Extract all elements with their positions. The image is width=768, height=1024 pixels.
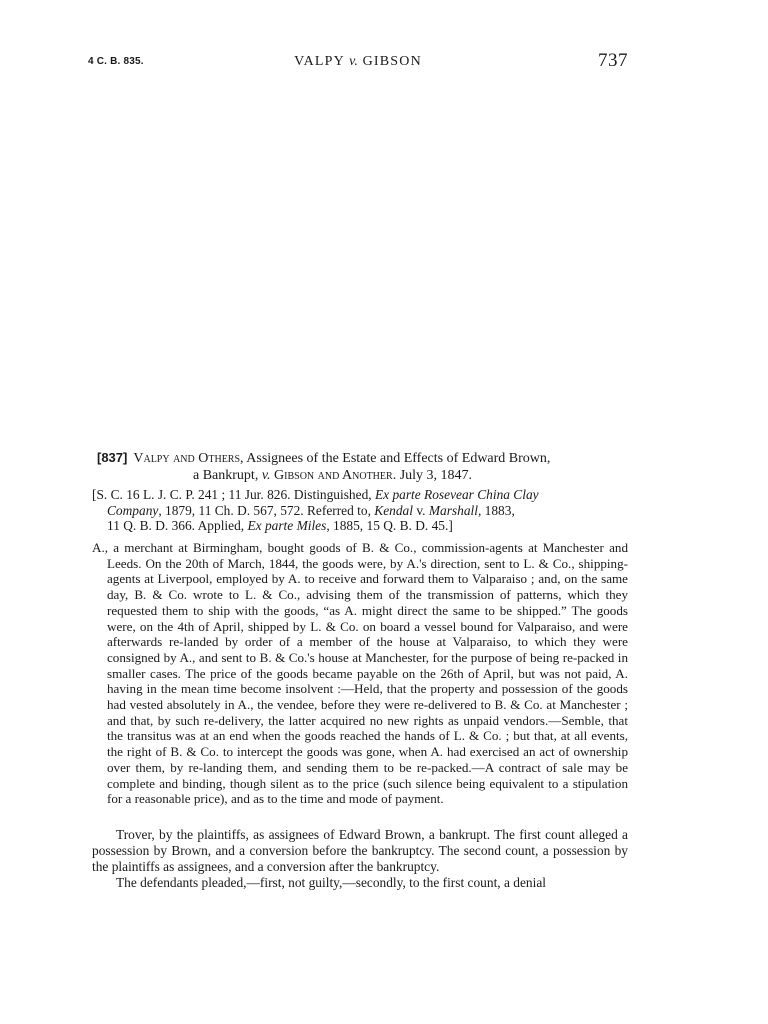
defendant-name: Gibson and Another (274, 468, 393, 483)
citation-text: , 1883, (477, 502, 515, 518)
case-date: . July 3, 1847. (392, 468, 473, 483)
case-title-bankrupt: a Bankrupt, (193, 468, 262, 483)
citation-line-3 (92, 518, 628, 534)
citation-text: v. (412, 502, 429, 518)
headnote-paragraph: A., a merchant at Birmingham, bought goods of B. & Co., commission-agents at Manchester and Leeds. On the 20th of March, 1844, the goods were, by A.'s direction, sent to L. & Co., shipping-agents at Liverpool, employed by A. to receive and forward them to Valparaiso ; and, on the same day, B. & Co. wrote to L. & Co., advising them of the transmission of patterns, which they requested them to ship with the goods, “as A. might direct the same to be shipped.” The goods were, on the 4th of April, shipped by L. & Co. on board a vessel bound for Valparaiso, and were afterwards re-landed by order of a member of the house at Valparaiso, to which they were consigned by A., and sent to B. & Co.'s house at Manchester, for the purpose of being re-packed in smaller cases. The price of the goods became payable on the 26th of April, but was not paid, A. having in the mean time become insolvent :—Held, that the property and possession of the goods had vested absolutely in A., the vendee, before they were re-delivered to B. & Co. at Manchester ; and that, by such re-delivery, the latter acquired no new rights as unpaid vendors.—Semble, that the transitus was at an end when the goods reached the hands of L. & Co. ; but that, at all events, the right of B. & Co. to intercept the goods was gone, when A. had exercised an act of ownership over them, by re-landing them, and sending them to be re-packed.—A contract of sale may be complete and binding, though silent as to the price (such silence being equivalent to a stipulation for a reasonable price), and as to the time and mode of payment. (92, 540, 628, 807)
running-title (88, 54, 628, 70)
case-title-versus: v. (261, 468, 271, 483)
body-text (92, 827, 628, 891)
running-header (88, 52, 628, 78)
running-title-party2: GIBSON (362, 54, 422, 69)
citation-case-name: Ex parte Miles (247, 518, 327, 534)
citation-case-name: Ex parte Rosevear China Clay (374, 487, 539, 502)
citation-text: , 1879, 11 Ch. D. 567, 572. Referred to, (158, 502, 375, 518)
case-title-line1-rest: , Assignees of the Estate and Effects of Edward Brown, (240, 451, 551, 466)
case-title-line2 (97, 467, 627, 484)
page-reference: [837] (97, 450, 128, 465)
page-number: 737 (598, 50, 628, 71)
running-title-party1: VALPY (294, 54, 345, 69)
citation-line-2 (92, 503, 628, 519)
running-title-versus: v. (349, 54, 358, 69)
case-title (97, 449, 627, 484)
citation-case-name: Kendal (374, 502, 413, 518)
body-paragraph-1: Trover, by the plaintiffs, as assignees of Edward Brown, a bankrupt. The first count alleged a possession by Brown, and a conversion before the bankruptcy. The second count, a possession by the plaintiffs as assignees, and a conversion after the bankruptcy. (92, 827, 628, 874)
citation-case-name: Marshall (428, 502, 478, 518)
citation-case-name: Company (107, 502, 159, 518)
citation-text: [S. C. 16 L. J. C. P. 241 ; 11 Jur. 826. Distinguished, (92, 487, 375, 502)
headnote (92, 540, 628, 807)
citation-text: 11 Q. B. D. 366. Applied, (107, 518, 248, 534)
citation-text: , 1885, 15 Q. B. D. 45.] (326, 518, 453, 534)
report-reference: 4 C. B. 835. (88, 56, 144, 67)
body-paragraph-2: The defendants pleaded,—first, not guilty,—secondly, to the first count, a denial (116, 875, 546, 890)
citations-block (92, 487, 628, 534)
citation-line-1 (92, 487, 628, 503)
plaintiff-name: Valpy and Others (133, 451, 241, 466)
